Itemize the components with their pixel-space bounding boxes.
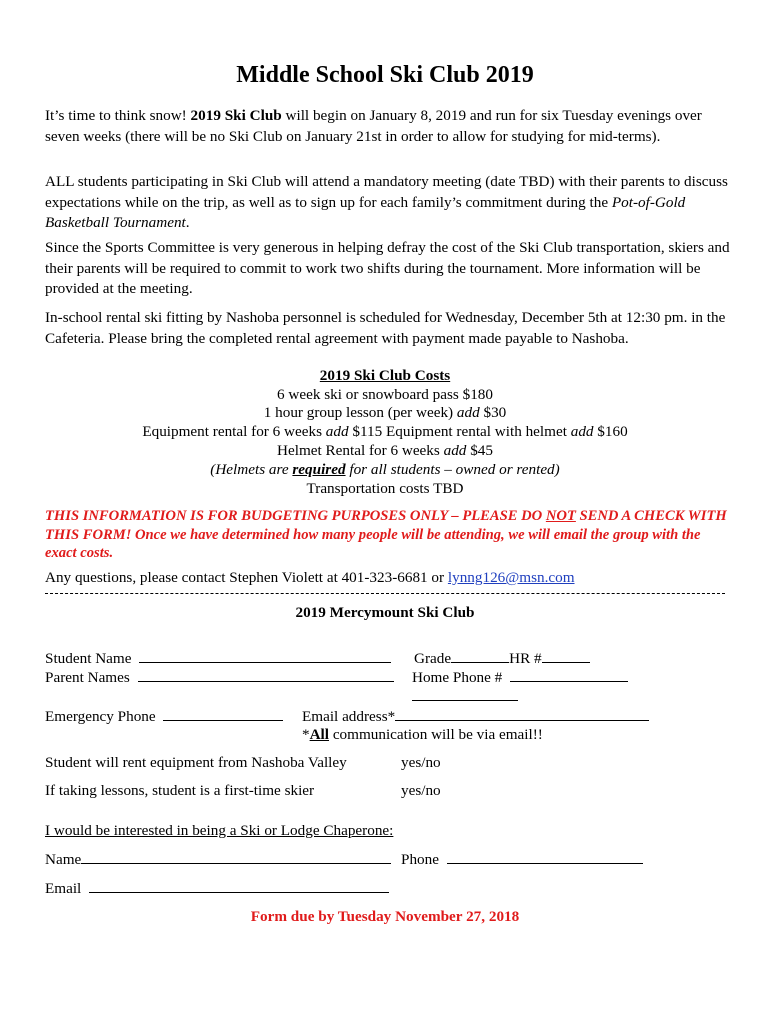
home-phone-extra-field[interactable]: [412, 686, 518, 701]
emergency-phone-label: Emergency Phone: [45, 708, 156, 725]
note-start: (Helmets are: [210, 461, 293, 478]
email-address-label: Email address*: [302, 708, 396, 725]
home-phone-row: [412, 667, 628, 687]
chaperone-phone-row: [401, 849, 643, 869]
hr-field[interactable]: [542, 648, 590, 663]
contact-email-link[interactable]: lynng126@msn.com: [447, 569, 575, 586]
sports-paragraph: Since the Sports Committee is very generous in helping defray the cost of the Ski Club transportation, skiers and their parents will be required to commit to work two shifts during the tournament. More information will be provided at the meeting.: [45, 239, 730, 297]
intro-text-end: will begin on January 8, 2019 and run for six Tuesday evenings over seven weeks (there will be no Ski Club on January 21st in order to allow for studying for mid-terms).: [45, 107, 702, 145]
parent-names-label: Parent Names: [45, 669, 130, 686]
home-phone-extra-row: [412, 686, 518, 706]
costs-equip-label: Equipment rental for 6 weeks: [142, 423, 326, 440]
costs-lesson-price: $30: [479, 404, 507, 421]
page-title: Middle School Ski Club 2019: [236, 62, 534, 88]
intro-paragraph: [45, 106, 735, 147]
grade-field[interactable]: [451, 648, 509, 663]
meeting-text-end: .: [185, 214, 190, 231]
rent-answer[interactable]: yes/no: [401, 754, 441, 771]
chaperone-phone-label: Phone: [401, 851, 439, 868]
questions-line: [45, 568, 575, 587]
parent-names-row: [45, 667, 394, 687]
intro-text-start: It’s time to think snow!: [45, 107, 191, 124]
costs-equipment: [0, 422, 770, 441]
fitting-paragraph: In-school rental ski fitting by Nashoba personnel is scheduled for Wednesday, December 5th at 12:30 pm. in the Cafeteria. Please bring the completed rental agreement with payment made payable to Nashoba.: [45, 309, 726, 347]
meeting-paragraph: [45, 172, 735, 234]
email-note-text: communication will be via email!!: [329, 726, 543, 743]
home-phone-label: Home Phone #: [412, 669, 503, 686]
warning-end: SEND A CHECK WITH THIS FORM! Once we have determined how many people will be attending, we will email the group with the exact costs.: [45, 508, 727, 561]
budget-warning: [45, 507, 735, 563]
meeting-text-start: ALL students participating in Ski Club will attend a mandatory meeting (date TBD) with their parents to discuss expectations while on the trip, as well as to sign up for each family’s commitment during the: [45, 173, 728, 211]
hr-label: HR #: [509, 650, 542, 667]
costs-transport: Transportation costs TBD: [306, 480, 464, 497]
chaperone-name-row: [45, 849, 391, 869]
costs-helmet-label: Helmet Rental for 6 weeks: [277, 442, 444, 459]
costs-equip-mid: $115 Equipment rental with helmet: [348, 423, 571, 440]
warning-not: NOT: [545, 508, 576, 524]
costs-helmet-note: [0, 460, 770, 479]
grade-label: Grade: [414, 650, 452, 667]
costs-helmet: [0, 441, 770, 460]
costs-equip-add2: add: [570, 423, 594, 440]
email-address-row: [302, 706, 649, 726]
cut-line-divider: [45, 593, 725, 594]
parent-names-field[interactable]: [138, 667, 394, 682]
meeting-italic: Pot-of-Gold Basketball Tournament: [45, 193, 686, 231]
home-phone-field[interactable]: [510, 667, 628, 682]
note-end: for all students – owned or rented): [345, 461, 560, 478]
rent-question: Student will rent equipment from Nashoba Valley: [45, 754, 347, 771]
chaperone-name-field[interactable]: [81, 849, 391, 864]
emergency-phone-field[interactable]: [163, 706, 283, 721]
intro-bold: 2019 Ski Club: [190, 107, 282, 124]
student-name-label: Student Name: [45, 650, 132, 667]
student-name-row: [45, 648, 391, 668]
grade-row: [414, 648, 590, 668]
costs-pass: 6 week ski or snowboard pass $180: [277, 386, 493, 403]
costs-lesson-add: add: [456, 404, 480, 421]
chaperone-email-label: Email: [45, 880, 82, 897]
warning-start: THIS INFORMATION IS FOR BUDGETING PURPOSES ONLY – PLEASE DO: [45, 508, 546, 524]
costs-equip-add: add: [325, 423, 349, 440]
form-due-date: Form due by Tuesday November 27, 2018: [250, 908, 520, 925]
costs-lesson: [0, 403, 770, 422]
email-note-all: All: [309, 726, 330, 743]
emergency-phone-row: [45, 706, 283, 726]
chaperone-email-row: [45, 878, 389, 898]
chaperone-phone-field[interactable]: [447, 849, 643, 864]
note-required: required: [292, 461, 346, 478]
email-note: [302, 725, 543, 744]
chaperone-email-field[interactable]: [89, 878, 389, 893]
lesson-answer[interactable]: yes/no: [401, 782, 441, 799]
costs-heading: 2019 Ski Club Costs: [319, 367, 451, 384]
chaperone-heading: I would be interested in being a Ski or Lodge Chaperone:: [45, 822, 394, 839]
lesson-question: If taking lessons, student is a first-time skier: [45, 782, 315, 799]
costs-helmet-add: add: [443, 442, 467, 459]
form-heading: 2019 Mercymount Ski Club: [295, 604, 475, 621]
email-note-star: *: [302, 726, 310, 743]
questions-text: Any questions, please contact Stephen Violett at 401-323-6681 or: [45, 569, 448, 586]
costs-equip-price: $160: [593, 423, 628, 440]
student-name-field[interactable]: [139, 648, 391, 663]
costs-lesson-label: 1 hour group lesson (per week): [263, 404, 457, 421]
costs-helmet-price: $45: [466, 442, 493, 459]
chaperone-name-label: Name: [45, 851, 82, 868]
email-address-field[interactable]: [395, 706, 649, 721]
